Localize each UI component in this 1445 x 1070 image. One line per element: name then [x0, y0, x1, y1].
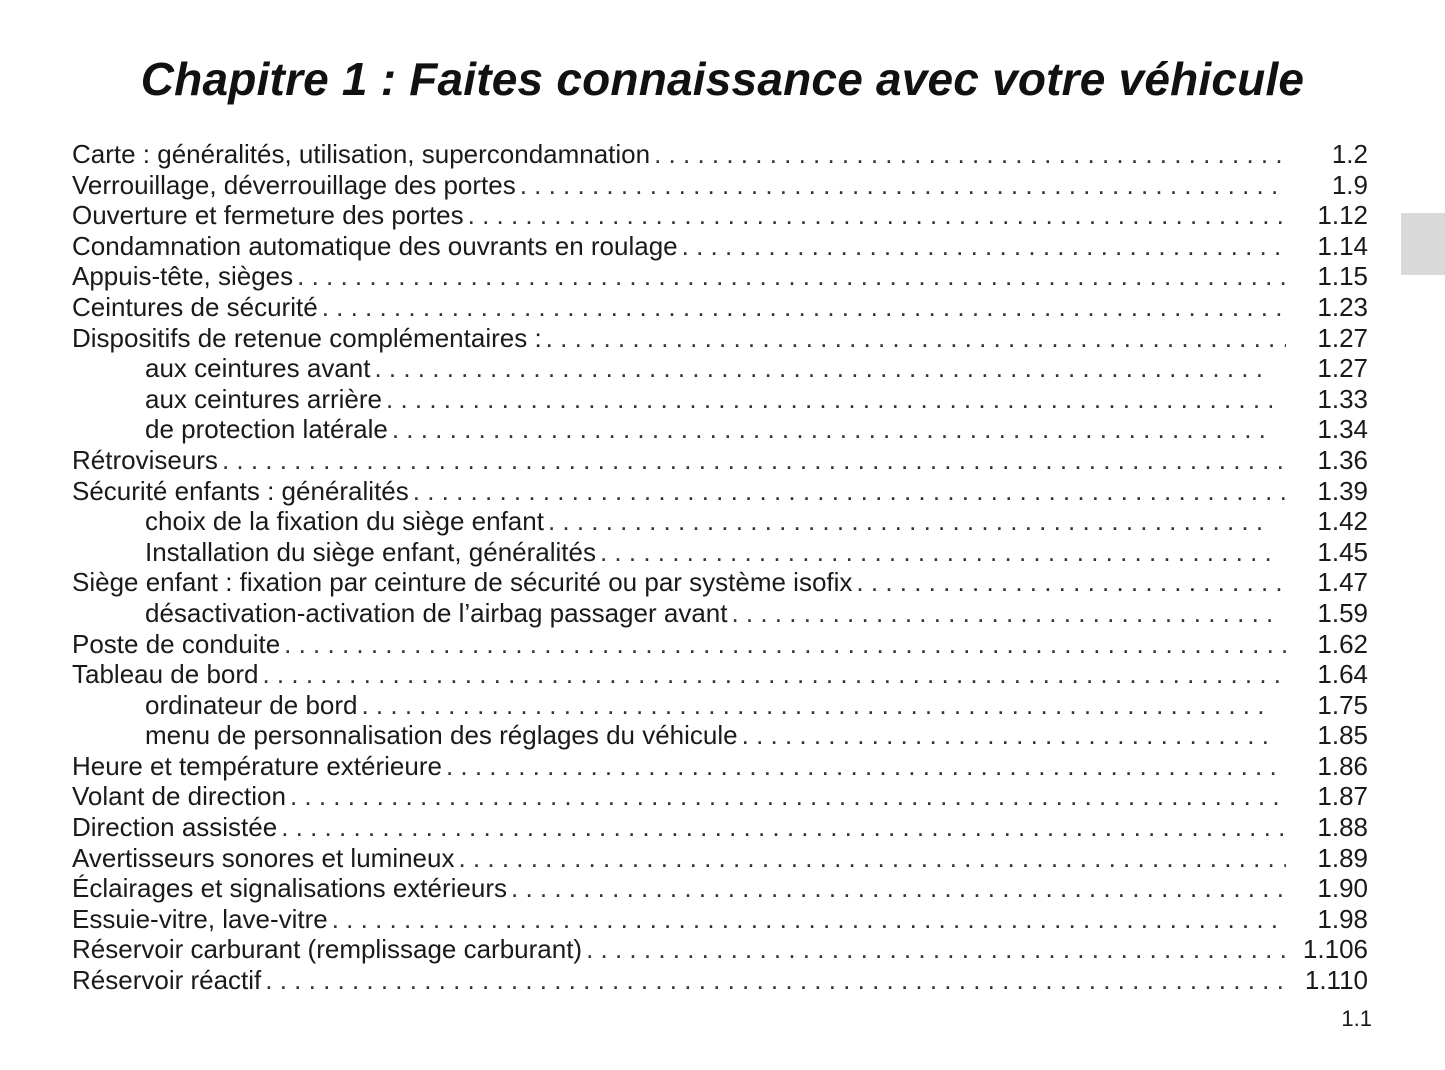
toc-entry[interactable]: [72, 843, 1368, 874]
toc-entry[interactable]: [72, 812, 1368, 843]
toc-entry-page: 1.106: [1302, 934, 1368, 965]
toc-entry[interactable]: [72, 200, 1368, 231]
toc-subentry-label: désactivation-activation de l’airbag passager avant: [145, 597, 728, 628]
toc-entry[interactable]: [72, 965, 1368, 996]
toc-entry-page: 1.98: [1317, 903, 1368, 934]
table-of-contents: [72, 139, 1368, 996]
toc-entry[interactable]: [72, 445, 1368, 476]
dot-leader: [281, 812, 1286, 843]
toc-entry[interactable]: [72, 323, 1368, 354]
dot-leader: [392, 414, 1272, 445]
toc-entry-page: 1.90: [1317, 873, 1368, 904]
toc-subentry-label: menu de personnalisation des réglages du véhicule: [145, 720, 738, 751]
toc-entry-page: 1.23: [1317, 291, 1368, 322]
toc-subentry[interactable]: [72, 414, 1368, 445]
toc-entry-label: Carte : généralités, utilisation, supercondamnation: [72, 139, 651, 169]
dot-leader: [546, 323, 1286, 354]
toc-entry[interactable]: [72, 261, 1368, 292]
toc-entry[interactable]: [72, 231, 1368, 262]
toc-subentry-label: de protection latérale: [145, 414, 388, 445]
toc-entry-label: Direction assistée: [72, 812, 278, 843]
toc-subentry-page: 1.45: [1317, 536, 1368, 567]
toc-entry-label: Heure et température extérieure: [72, 750, 442, 781]
toc-entry[interactable]: [72, 292, 1368, 323]
toc-entry[interactable]: [72, 139, 1368, 170]
page-number: 1.1: [1341, 1006, 1372, 1031]
dot-leader: [361, 690, 1272, 721]
dot-leader: [413, 476, 1286, 507]
toc-entry-page: 1.12: [1317, 200, 1368, 231]
dot-leader: [265, 965, 1286, 996]
toc-entry-label: Essuie-vitre, lave-vitre: [72, 903, 328, 934]
toc-entry-label: Rétroviseurs: [72, 444, 218, 475]
toc-subentry[interactable]: [72, 537, 1368, 568]
toc-entry-page: 1.36: [1317, 444, 1368, 475]
chapter-side-tab: [1401, 213, 1445, 275]
toc-entry-label: Tableau de bord: [72, 659, 259, 690]
toc-subentry-page: 1.59: [1317, 597, 1368, 628]
toc-subentry-page: 1.85: [1317, 720, 1368, 751]
toc-entry-page: 1.86: [1317, 750, 1368, 781]
toc-entry-page: 1.15: [1317, 261, 1368, 292]
toc-entry[interactable]: [72, 873, 1368, 904]
dot-leader: [600, 537, 1272, 568]
toc-entry-label: Sécurité enfants : généralités: [72, 475, 409, 506]
toc-entry-label: Avertisseurs sonores et lumineux: [72, 842, 455, 873]
dot-leader: [586, 934, 1286, 965]
dot-leader: [511, 873, 1286, 904]
dot-leader: [322, 292, 1286, 323]
toc-entry-page: 1.14: [1317, 230, 1368, 261]
dot-leader: [654, 139, 1286, 170]
toc-entry-label: Siège enfant : fixation par ceinture de sécurité ou par système isofix: [72, 567, 853, 598]
dot-leader: [386, 384, 1272, 415]
toc-entry-page: 1.89: [1317, 842, 1368, 873]
toc-subentry-page: 1.34: [1317, 414, 1368, 445]
toc-entry-page: 1.9: [1331, 169, 1368, 200]
toc-entry-label: Appuis-tête, sièges: [72, 261, 294, 292]
toc-entry-page: 1.39: [1317, 475, 1368, 506]
toc-entry-label: Éclairages et signalisations extérieurs: [72, 873, 507, 904]
dot-leader: [458, 843, 1286, 874]
dot-leader: [290, 781, 1286, 812]
toc-subentry[interactable]: [72, 720, 1368, 751]
toc-subentry-label: choix de la fixation du siège enfant: [145, 506, 544, 537]
toc-entry-page: 1.88: [1317, 812, 1368, 843]
toc-entry-label: Poste de conduite: [72, 628, 281, 659]
toc-entry-page: 1.47: [1317, 567, 1368, 598]
chapter-title: Chapitre 1 : Faites connaissance avec votre véhicule: [140, 52, 1305, 105]
dot-leader: [520, 170, 1286, 201]
dot-leader: [262, 659, 1286, 690]
toc-entry-page: 1.110: [1304, 965, 1368, 996]
toc-entry-page: 1.62: [1317, 628, 1368, 659]
dot-leader: [742, 720, 1272, 751]
toc-entry[interactable]: [72, 934, 1368, 965]
toc-subentry[interactable]: [72, 353, 1368, 384]
toc-entry-label: Verrouillage, déverrouillage des portes: [72, 169, 516, 200]
toc-entry-label: Ouverture et fermeture des portes: [72, 200, 464, 231]
toc-subentry-label: ordinateur de bord: [145, 689, 358, 720]
toc-entry-page: 1.64: [1317, 659, 1368, 690]
toc-entry-label: Volant de direction: [72, 781, 286, 812]
toc-entry-page: 1.87: [1317, 781, 1368, 812]
toc-entry-label: Réservoir réactif: [72, 965, 262, 996]
toc-entry-label: Condamnation automatique des ouvrants en roulage: [72, 230, 678, 261]
toc-entry[interactable]: [72, 751, 1368, 782]
dot-leader: [446, 751, 1286, 782]
toc-subentry-label: aux ceintures avant: [145, 353, 371, 384]
toc-subentry[interactable]: [72, 384, 1368, 415]
dot-leader: [856, 567, 1286, 598]
dot-leader: [332, 904, 1286, 935]
toc-entry-page: 1.27: [1317, 322, 1368, 353]
toc-entry-label: Réservoir carburant (remplissage carburant): [72, 934, 583, 965]
toc-entry[interactable]: [72, 567, 1368, 598]
toc-entry[interactable]: [72, 659, 1368, 690]
dot-leader: [468, 200, 1286, 231]
toc-subentry-label: Installation du siège enfant, généralités: [145, 536, 596, 567]
toc-subentry[interactable]: [72, 598, 1368, 629]
toc-subentry-page: 1.33: [1317, 383, 1368, 414]
dot-leader: [731, 598, 1272, 629]
toc-entry-label: Ceintures de sécurité: [72, 291, 318, 322]
toc-entry[interactable]: [72, 904, 1368, 935]
dot-leader: [548, 506, 1272, 537]
dot-leader: [297, 261, 1286, 292]
toc-entry-label: Dispositifs de retenue complémentaires :: [72, 322, 542, 353]
dot-leader: [284, 629, 1286, 660]
toc-subentry-page: 1.27: [1317, 353, 1368, 384]
toc-entry[interactable]: [72, 781, 1368, 812]
toc-entry-page: 1.2: [1331, 139, 1368, 169]
toc-entry[interactable]: [72, 629, 1368, 660]
toc-subentry[interactable]: [72, 506, 1368, 537]
toc-entry[interactable]: [72, 476, 1368, 507]
dot-leader: [222, 445, 1286, 476]
dot-leader: [374, 353, 1272, 384]
toc-entry[interactable]: [72, 170, 1368, 201]
dot-leader: [682, 231, 1286, 262]
toc-subentry[interactable]: [72, 690, 1368, 721]
toc-subentry-label: aux ceintures arrière: [145, 383, 382, 414]
toc-subentry-page: 1.42: [1317, 506, 1368, 537]
toc-subentry-page: 1.75: [1317, 689, 1368, 720]
